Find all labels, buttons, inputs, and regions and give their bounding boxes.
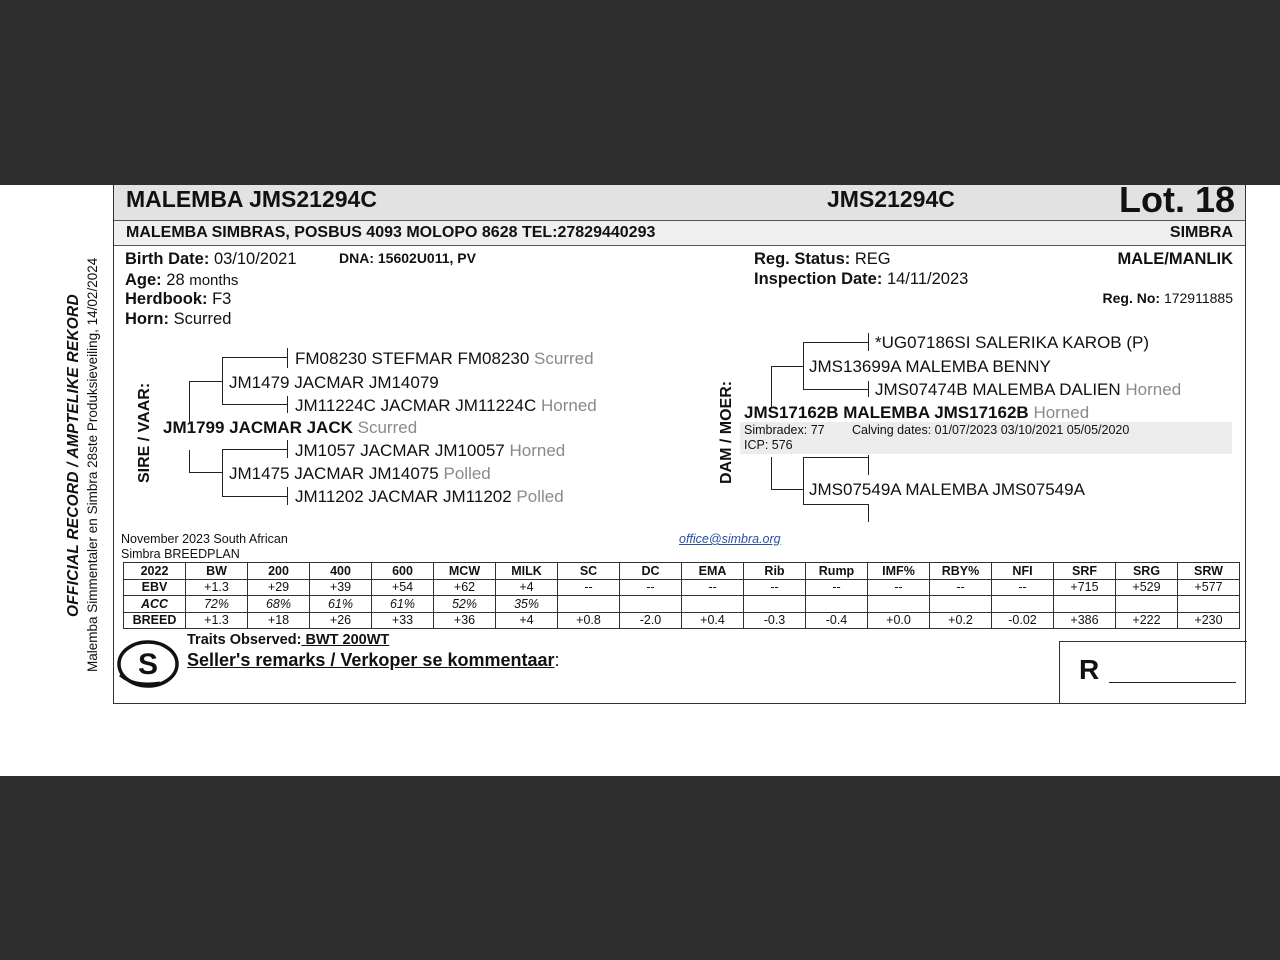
ebv-header-cell: Rib [744,563,806,580]
pedigree-line [189,381,223,382]
ebv-cell: -- [558,579,620,596]
sire-sire: JM1479 JACMAR JM14079 [229,373,439,392]
reg-no-label: Reg. No: [1102,290,1161,306]
lot-number: Lot. 18 [1118,179,1235,220]
birth-date-field [125,250,297,269]
ebv-cell: +222 [1116,612,1178,629]
top-dark-band [0,0,1280,185]
dam-sire-dam-name: JMS07474B MALEMBA DALIEN [875,380,1121,399]
sire-dam-dam-horn: Polled [516,487,564,506]
ebv-cell: +4 [496,612,558,629]
ebv-cell: +26 [310,612,372,629]
ebv-header-cell: 600 [372,563,434,580]
ebv-cell [1178,596,1240,613]
dam-name: JMS17162B MALEMBA JMS17162B [744,403,1029,422]
ebv-cell: +36 [434,612,496,629]
auction-side-label: Malemba Simmentaler en Simbra 28ste Produksieveiling, 14/02/2024 [85,257,100,672]
pedigree-line [189,381,190,423]
ebv-cell: +39 [310,579,372,596]
traits-observed [187,632,389,648]
dam-performance-box [740,422,1232,454]
dam-sire-dam-horn: Horned [1125,380,1182,399]
calving-dates: Calving dates: 01/07/2023 03/10/2021 05/05/2020 [852,423,1130,437]
age-value: 28 [166,271,185,289]
pedigree-line [222,404,288,405]
ebv-cell: -- [744,579,806,596]
price-label: R [1079,654,1100,685]
ebv-header-cell: MCW [434,563,496,580]
ebv-header-cell: SRG [1116,563,1178,580]
sire-section-label: SIRE / VAAR: [136,382,153,483]
pedigree-line [771,366,804,367]
lot-record-sheet [0,179,1280,776]
herdbook-field [125,290,231,309]
ebv-header-cell: MILK [496,563,558,580]
ebv-header-cell: BW [186,563,248,580]
ebv-cell: +230 [1178,612,1240,629]
ebv-row-label: ACC [124,596,186,613]
reg-status-label: Reg. Status: [754,250,851,268]
ebv-header-cell: RBY% [930,563,992,580]
logo-letter: S [137,648,159,681]
ebv-header-cell: EMA [682,563,744,580]
horn-value: Scurred [173,310,232,328]
ebv-cell: +577 [1178,579,1240,596]
animal-name: MALEMBA JMS21294C [126,186,377,212]
ebv-header-cell: 400 [310,563,372,580]
traits-value: BWT 200WT [301,632,390,648]
bottom-dark-band [0,776,1280,960]
ebv-header-cell: SRW [1178,563,1240,580]
ebv-cell: 61% [310,596,372,613]
pedigree-line [771,457,772,489]
ebv-cell: +0.4 [682,612,744,629]
ebv-cell: +1.3 [186,579,248,596]
herdbook-label: Herdbook: [125,290,208,308]
dna-info: DNA: 15602U011, PV [339,250,476,266]
ebv-cell: +386 [1054,612,1116,629]
breeder-info: MALEMBA SIMBRAS, POSBUS 4093 MOLOPO 8628 TEL:27829440293 [126,224,656,241]
reg-no-field [1103,290,1234,306]
traits-label: Traits Observed: [187,632,302,648]
dam-horn: Horned [1033,403,1090,422]
pedigree-line [287,487,288,505]
ebv-header-cell: SRF [1054,563,1116,580]
ebv-cell [806,596,868,613]
herdbook-value: F3 [212,290,232,308]
pedigree-line [189,472,223,473]
ebv-header-cell: Rump [806,563,868,580]
ebv-cell: 68% [248,596,310,613]
ebv-row [124,579,1240,596]
dam-sire: JMS13699A MALEMBA BENNY [809,357,1051,376]
pedigree-line [222,449,288,450]
ebv-cell: -- [930,579,992,596]
ebv-cell [868,596,930,613]
ebv-header-cell: 2022 [124,563,186,580]
reg-status-field [754,250,891,269]
horn-label: Horn: [125,310,169,328]
pedigree-line [287,396,288,413]
sire-sire-dam-name: JM11224C JACMAR JM11224C [295,396,537,415]
ebv-cell: -0.3 [744,612,806,629]
sire-sire-sire-horn: Scurred [534,349,594,368]
pedigree-line [771,366,772,407]
ebv-cell [558,596,620,613]
ebv-header-cell: 200 [248,563,310,580]
sire-sire-dam-horn: Horned [540,396,597,415]
reg-no-value: 172911885 [1163,290,1233,306]
horn-field [125,310,231,329]
breedplan-line1: November 2023 South African [121,532,288,546]
simbradex: Simbradex: 77 [744,423,825,437]
ebv-cell: 35% [496,596,558,613]
ebv-row [124,596,1240,613]
ebv-cell: +0.2 [930,612,992,629]
dam-dam: JMS07549A MALEMBA JMS07549A [809,480,1085,499]
ebv-header-cell: NFI [992,563,1054,580]
pedigree-line [287,348,288,368]
pedigree-line [222,496,288,497]
ebv-header-row [124,563,1240,580]
ebv-cell: +18 [248,612,310,629]
seller-remarks-label: Seller's remarks / Verkoper se kommentaar [187,650,555,670]
ebv-cell: -- [992,579,1054,596]
sire-horn: Scurred [357,418,418,437]
simbra-logo [114,637,180,691]
sire-sire-sire [295,349,594,369]
sire-dam-dam-name: JM11202 JACMAR JM11202 [295,487,512,506]
pedigree-line [803,342,869,343]
sire-name: JM1799 JACMAR JACK [163,418,353,437]
ebv-cell [992,596,1054,613]
sire-dam [229,464,491,484]
ebv-row-label: EBV [124,579,186,596]
dam-sire-sire: *UG07186SI SALERIKA KAROB (P) [875,333,1150,352]
dam-main [744,403,1089,423]
seller-remarks-colon: : [554,650,560,670]
sire-sire-dam [295,396,597,416]
icp-value: ICP: 576 [744,438,793,452]
pedigree-line [189,450,190,472]
ebv-cell: +62 [434,579,496,596]
age-unit: months [189,272,239,289]
price-blank-line[interactable] [1109,682,1236,683]
title-bar [114,179,1245,221]
ebv-cell: -0.02 [992,612,1054,629]
pedigree-line [222,357,288,358]
pedigree-line [803,457,804,504]
reg-status-value: REG [854,250,891,268]
ebv-cell: +1.3 [186,612,248,629]
birth-date-value: 03/10/2021 [213,250,297,268]
age-label: Age: [125,271,162,289]
pedigree-line [803,389,869,390]
seller-remarks [187,650,560,671]
inspection-value: 14/11/2023 [886,270,969,288]
ebv-cell: +54 [372,579,434,596]
dam-sire-dam [875,380,1181,400]
sire-sire-sire-name: FM08230 STEFMAR FM08230 [295,349,530,368]
birth-date-label: Birth Date: [125,250,210,268]
pedigree-line [803,457,869,458]
ebv-cell: +29 [248,579,310,596]
ebv-cell [682,596,744,613]
ebv-cell [1054,596,1116,613]
ebv-cell: +715 [1054,579,1116,596]
pedigree-line [803,504,869,505]
email-link[interactable]: office@simbra.org [679,532,781,546]
ebv-cell: 61% [372,596,434,613]
animal-card [113,179,1246,704]
ebv-cell: +33 [372,612,434,629]
ebv-table [123,562,1240,629]
ebv-cell [1116,596,1178,613]
pedigree-line [287,440,288,458]
sire-dam-dam [295,487,564,507]
ebv-cell: 72% [186,596,248,613]
ebv-cell: -- [868,579,930,596]
pedigree-line [771,489,804,490]
ebv-cell: -0.4 [806,612,868,629]
breed-name: SIMBRA [1169,224,1233,241]
ebv-cell: +0.8 [558,612,620,629]
pedigree-line [222,449,223,496]
inspection-label: Inspection Date: [754,270,883,288]
ebv-cell [930,596,992,613]
ebv-header-cell: IMF% [868,563,930,580]
ebv-cell: +0.0 [868,612,930,629]
ebv-cell: -- [806,579,868,596]
ebv-cell: +529 [1116,579,1178,596]
ebv-cell: -2.0 [620,612,682,629]
ebv-cell: +4 [496,579,558,596]
pedigree-line [868,333,869,351]
ebv-header-cell: SC [558,563,620,580]
age-field [125,271,238,290]
breedplan-line2: Simbra BREEDPLAN [121,547,240,561]
pedigree-line [868,455,869,475]
breeder-bar [114,221,1245,246]
ebv-cell: -- [620,579,682,596]
sire-dam-horn: Polled [443,464,491,483]
ebv-cell [744,596,806,613]
ebv-cell [620,596,682,613]
ebv-header-cell: DC [620,563,682,580]
animal-id: JMS21294C [827,186,955,212]
sire-dam-sire [295,441,565,461]
pedigree-line [868,381,869,397]
official-record-side-label: OFFICIAL RECORD / AMPTELIKE REKORD [65,294,82,617]
sire-main [163,418,417,438]
pedigree-line [868,504,869,522]
sire-dam-sire-name: JM1057 JACMAR JM10057 [295,441,505,460]
dam-section-label: DAM / MOER: [718,380,735,484]
ebv-cell: -- [682,579,744,596]
price-box [1059,641,1247,704]
sex-label: MALE/MANLIK [1117,250,1233,268]
inspection-date-field [754,270,968,289]
ebv-row [124,612,1240,629]
sire-dam-sire-horn: Horned [509,441,566,460]
ebv-cell: 52% [434,596,496,613]
sire-dam-name: JM1475 JACMAR JM14075 [229,464,439,483]
ebv-row-label: BREED [124,612,186,629]
